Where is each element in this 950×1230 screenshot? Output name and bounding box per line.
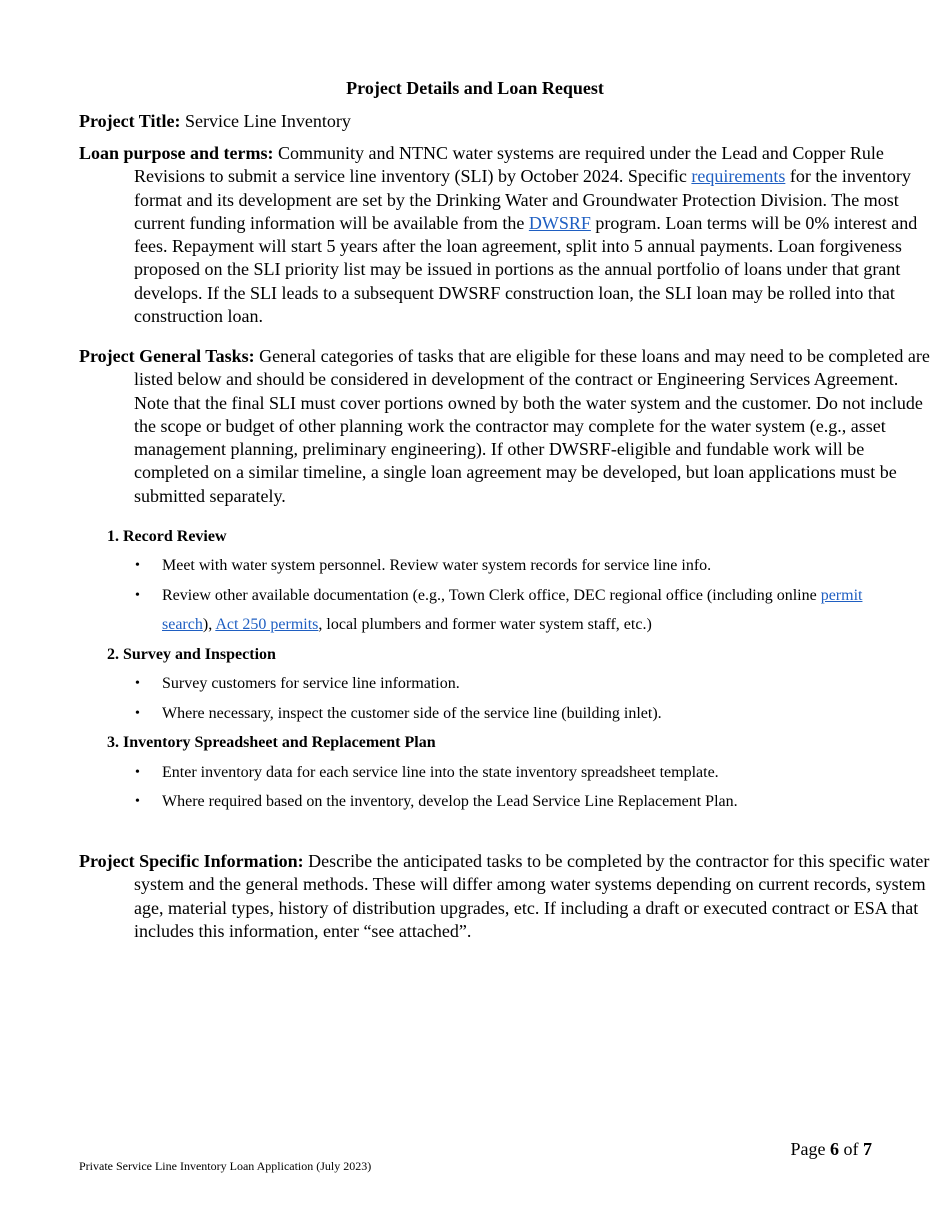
task-2-bullet-2-text: Where necessary, inspect the customer side of the service line (building inlet). xyxy=(162,705,662,722)
bullet-icon: • xyxy=(135,765,140,780)
list-item xyxy=(135,699,882,728)
dwsrf-link[interactable]: DWSRF xyxy=(528,212,591,233)
page-number-prefix: Page xyxy=(790,1139,826,1159)
permit-search-link[interactable]: permit search xyxy=(162,587,863,633)
loan-purpose-text-3: program. Loan terms will be 0% interest and fees. Repayment will start 5 years after the loan agreement, split into 5 annual payments. Loan forgiveness proposed on the SLI priority list may be issued in portions as the annual portfolio of loans under that grant develops. If the SLI leads to a subsequent DWSRF construction loan, the SLI loan may be rolled into that construction loan. xyxy=(134,212,918,327)
specific-info-paragraph xyxy=(79,850,934,943)
list-item xyxy=(135,787,882,816)
project-title-label: Project Title: xyxy=(79,111,181,131)
bullet-icon: • xyxy=(135,588,140,603)
bullet-icon: • xyxy=(135,558,140,573)
general-tasks-text: General categories of tasks that are eligible for these loans and may need to be completed are listed below and should be considered in development of the contract or Engineering Services Agreement. Note that the final SLI must cover portions owned by both the water system and the customer. Do not include the scope or budget of other planning work the contractor may complete for the water system (e.g., asset management planning, preliminary engineering). If other DWSRF-eligible and fundable work will be completed on a similar timeline, a single loan agreement may be developed, but loan applications must be submitted separately. xyxy=(134,346,930,506)
task-1-bullet-2-end: , local plumbers and former water system staff, etc.) xyxy=(318,616,652,633)
requirements-link[interactable]: requirements xyxy=(691,166,786,187)
bullet-icon: • xyxy=(135,706,140,721)
list-item xyxy=(135,551,882,580)
project-title-value: Service Line Inventory xyxy=(184,111,351,131)
bullet-icon: • xyxy=(135,794,140,809)
task-3-bullet-1-text: Enter inventory data for each service line into the state inventory spreadsheet template. xyxy=(162,764,719,781)
task-1-bullet-2-sep: ), xyxy=(202,616,216,633)
page-number xyxy=(791,1138,873,1161)
project-title-line xyxy=(79,110,934,133)
page-title: Project Details and Loan Request xyxy=(346,78,604,98)
page-number-current: 6 xyxy=(830,1139,839,1159)
task-1-bullet-1-text: Meet with water system personnel. Review water system records for service line info. xyxy=(162,557,712,574)
page-footer: Private Service Line Inventory Loan Application (July 2023) xyxy=(79,1159,372,1173)
task-3-bullet-2-text: Where required based on the inventory, develop the Lead Service Line Replacement Plan. xyxy=(162,793,738,810)
loan-purpose-paragraph xyxy=(79,142,934,328)
task-1-heading: 1. Record Review xyxy=(107,528,227,545)
general-tasks-label: Project General Tasks: xyxy=(79,346,255,366)
specific-info-text: Describe the anticipated tasks to be completed by the contractor for this specific water system and the general methods. These will differ among water systems depending on current records, system age, material types, history of distribution upgrades, etc. If including a draft or executed contract or ESA that includes this information, enter “see attached”. xyxy=(134,851,930,941)
task-2-bullet-1-text: Survey customers for service line information. xyxy=(162,675,460,692)
task-1-bullet-2-text: Review other available documentation (e.g., Town Clerk office, DEC regional office (including online xyxy=(162,587,821,604)
list-item xyxy=(135,669,882,698)
specific-info-label: Project Specific Information: xyxy=(79,851,304,871)
general-tasks-paragraph xyxy=(79,345,934,508)
list-item xyxy=(135,758,882,787)
loan-purpose-text-2: for the inventory format and its development are set by the Drinking Water and Groundwater Protection Division. The most current funding information will be available from the xyxy=(134,166,911,233)
loan-purpose-label: Loan purpose and terms: xyxy=(79,143,274,163)
page-number-total: 7 xyxy=(863,1139,872,1159)
task-3-heading: 3. Inventory Spreadsheet and Replacement Plan xyxy=(107,734,436,751)
loan-purpose-text-1: Community and NTNC water systems are required under the Lead and Copper Rule Revisions to submit a service line inventory (SLI) by October 2024. Specific xyxy=(134,143,884,187)
list-item xyxy=(135,581,882,639)
bullet-icon: • xyxy=(135,676,140,691)
act-250-permits-link[interactable]: Act 250 permits xyxy=(215,616,319,633)
page-number-of: of xyxy=(843,1139,859,1159)
task-2-heading: 2. Survey and Inspection xyxy=(107,646,276,663)
